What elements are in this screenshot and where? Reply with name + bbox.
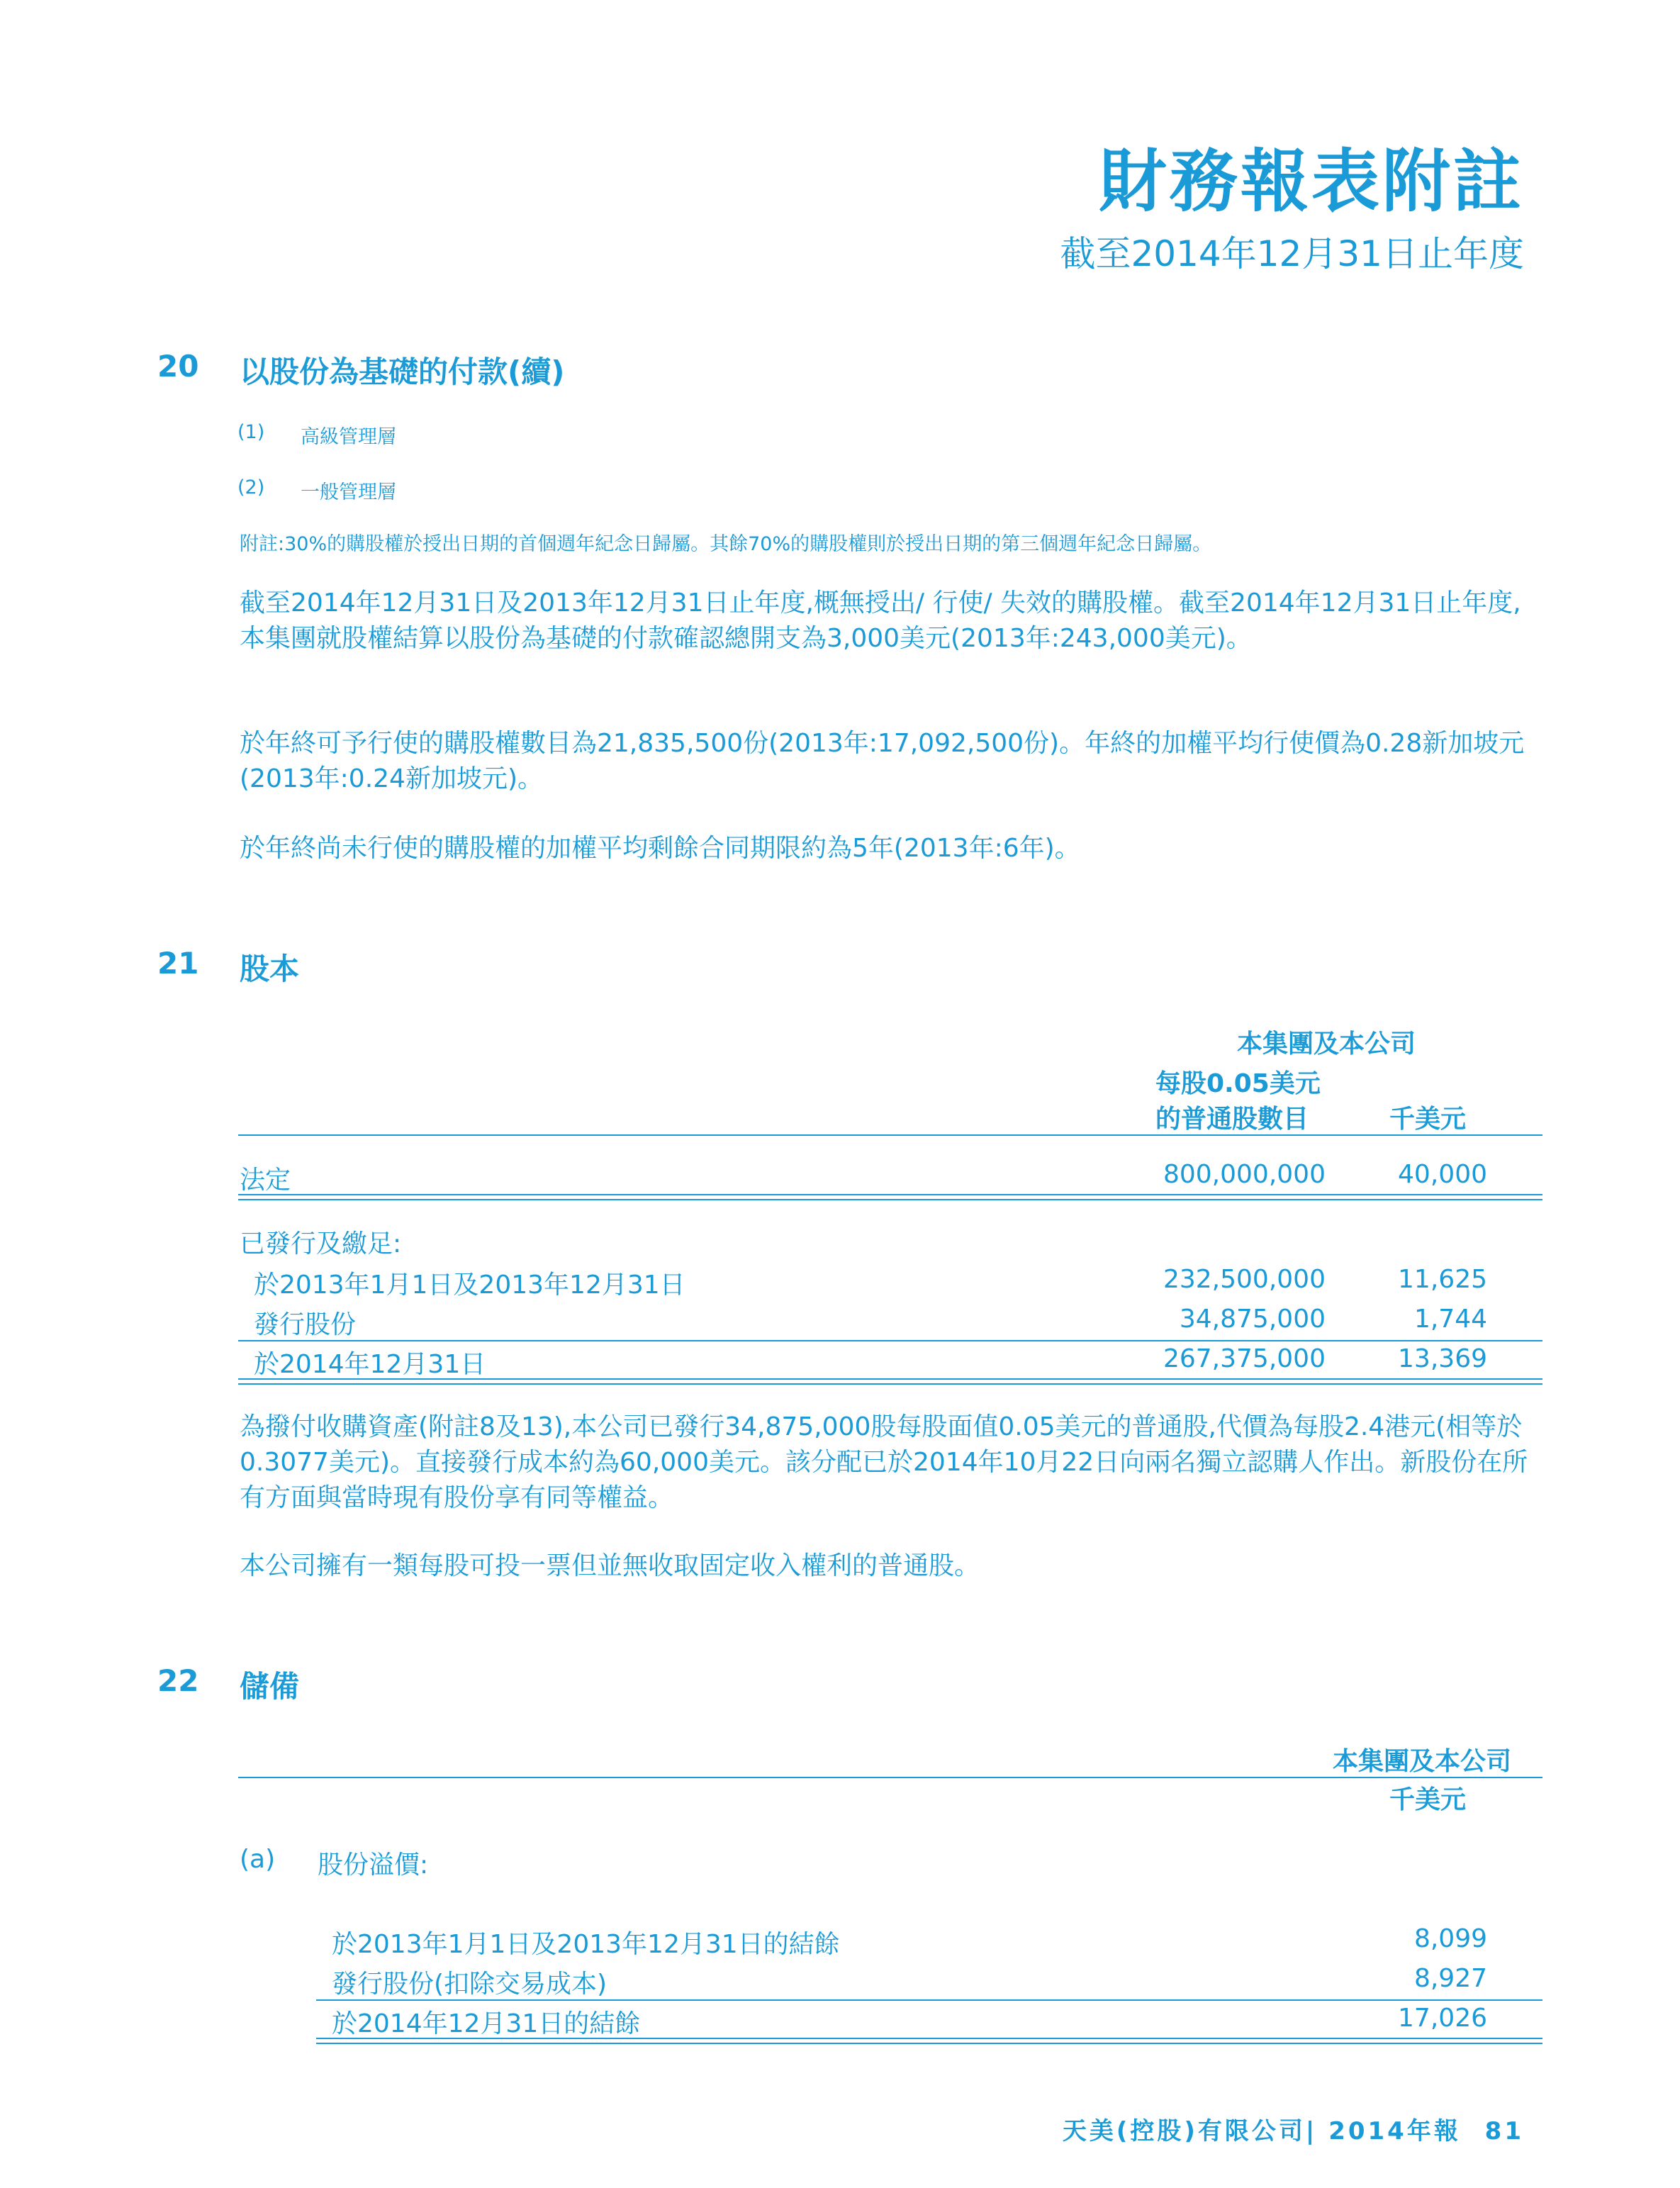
shares-col-header-1: 每股0.05美元 [1155,1069,1321,1098]
table-row-amount: 1,744 [1413,1305,1487,1334]
paragraph-text: 截至2014年12月31日及2013年12月31日止年度,概無授出/ 行使/ 失效的購股權。截至2014年12月31日止年度,本集團就股權結算以股份為基礎的付款確認總開支為3,000美元(2013年:243,000美元)。 [240,588,1521,653]
page-footer [1063,2111,1524,2146]
total-label: 於2014年12月31日的結餘 [332,2009,641,2038]
footnote: 附註:30%的購股權於授出日期的首個週年紀念日歸屬。其餘70%的購股權則於授出日期的第三個週年紀念日歸屬。 [240,533,1212,555]
total-label: 於2014年12月31日 [254,1350,486,1379]
table-rule [316,1999,1542,2001]
authorised-label: 法定 [240,1166,291,1195]
sub-title: 股份溢價: [318,1851,429,1880]
table-double-rule [316,2038,1542,2044]
table-rule [238,1134,1542,1136]
section-20-para-3 [240,831,1544,866]
amount-col-header: 千美元 [1389,1105,1467,1134]
table-row-amount: 11,625 [1398,1265,1487,1294]
section-21-para-1 [240,1410,1544,1516]
table-double-rule [238,1378,1542,1385]
footer-company: 天美(控股)有限公司| 2014年報 [1062,2117,1461,2145]
note-marker-1: (1) [237,421,265,443]
section-20-number: 20 [157,349,199,384]
table-row-shares: 34,875,000 [1179,1305,1326,1334]
group-header: 本集團及本公司 [1333,1747,1512,1776]
paragraph-text: 於年終可予行使的購股權數目為21,835,500份(2013年:17,092,500份)。年終的加權平均行使價為0.28新加坡元(2013年:0.24新加坡元)。 [240,729,1525,793]
note-text-2: 一般管理層 [301,481,396,503]
table-row-label: 發行股份(扣除交易成本) [332,1970,607,1999]
table-row-amount: 8,927 [1413,1964,1487,1993]
table-double-rule [238,1194,1542,1200]
note-marker-2: (2) [237,476,265,498]
total-amount: 17,026 [1398,2004,1487,2033]
table-row-label: 於2013年1月1日及2013年12月31日 [254,1271,685,1300]
table-row-amount: 8,099 [1413,1924,1487,1953]
page-subtitle: 截至2014年12月31日止年度 [1060,233,1524,274]
authorised-shares: 800,000,000 [1163,1160,1326,1189]
group-header: 本集團及本公司 [1237,1029,1416,1059]
authorised-amount: 40,000 [1398,1160,1487,1189]
section-22-title: 儲備 [240,1669,300,1704]
section-20-para-1 [240,586,1544,657]
total-shares: 267,375,000 [1163,1344,1326,1373]
table-row-shares: 232,500,000 [1163,1265,1326,1294]
sub-marker: (a) [240,1845,276,1874]
note-text-1: 高級管理層 [301,426,396,448]
total-amount: 13,369 [1398,1344,1487,1373]
section-22-number: 22 [157,1663,199,1698]
section-21-number: 21 [157,946,199,981]
section-20-para-2 [240,726,1544,797]
table-rule [238,1777,1542,1778]
page-title: 財務報表附註 [1099,142,1524,221]
table-row-label: 於2013年1月1日及2013年12月31日的結餘 [332,1930,840,1959]
paragraph-text: 於年終尚未行使的購股權的加權平均剩餘合同期限約為5年(2013年:6年)。 [240,834,1080,863]
section-21-title: 股本 [240,951,300,986]
section-21-para-2 [240,1548,1544,1584]
paragraph-text: 為撥付收購資產(附註8及13),本公司已發行34,875,000股每股面值0.05美元的普通股,代價為每股2.4港元(相等於0.3077美元)。直接發行成本約為60,000美元。該分配已於2014年10月22日向兩名獨立認購人作出。新股份在所有方面與當時現有股份享有同等權益。 [240,1412,1528,1512]
issued-heading: 已發行及繳足: [240,1229,402,1258]
shares-col-header-2: 的普通股數目 [1155,1105,1309,1134]
paragraph-text: 本公司擁有一類每股可投一票但並無收取固定收入權利的普通股。 [240,1551,980,1580]
table-row-label: 發行股份 [254,1310,357,1339]
table-rule [238,1340,1542,1341]
page-number: 81 [1484,2117,1524,2145]
amount-col-header: 千美元 [1389,1785,1467,1814]
section-20-title: 以股份為基礎的付款(續) [240,355,565,389]
